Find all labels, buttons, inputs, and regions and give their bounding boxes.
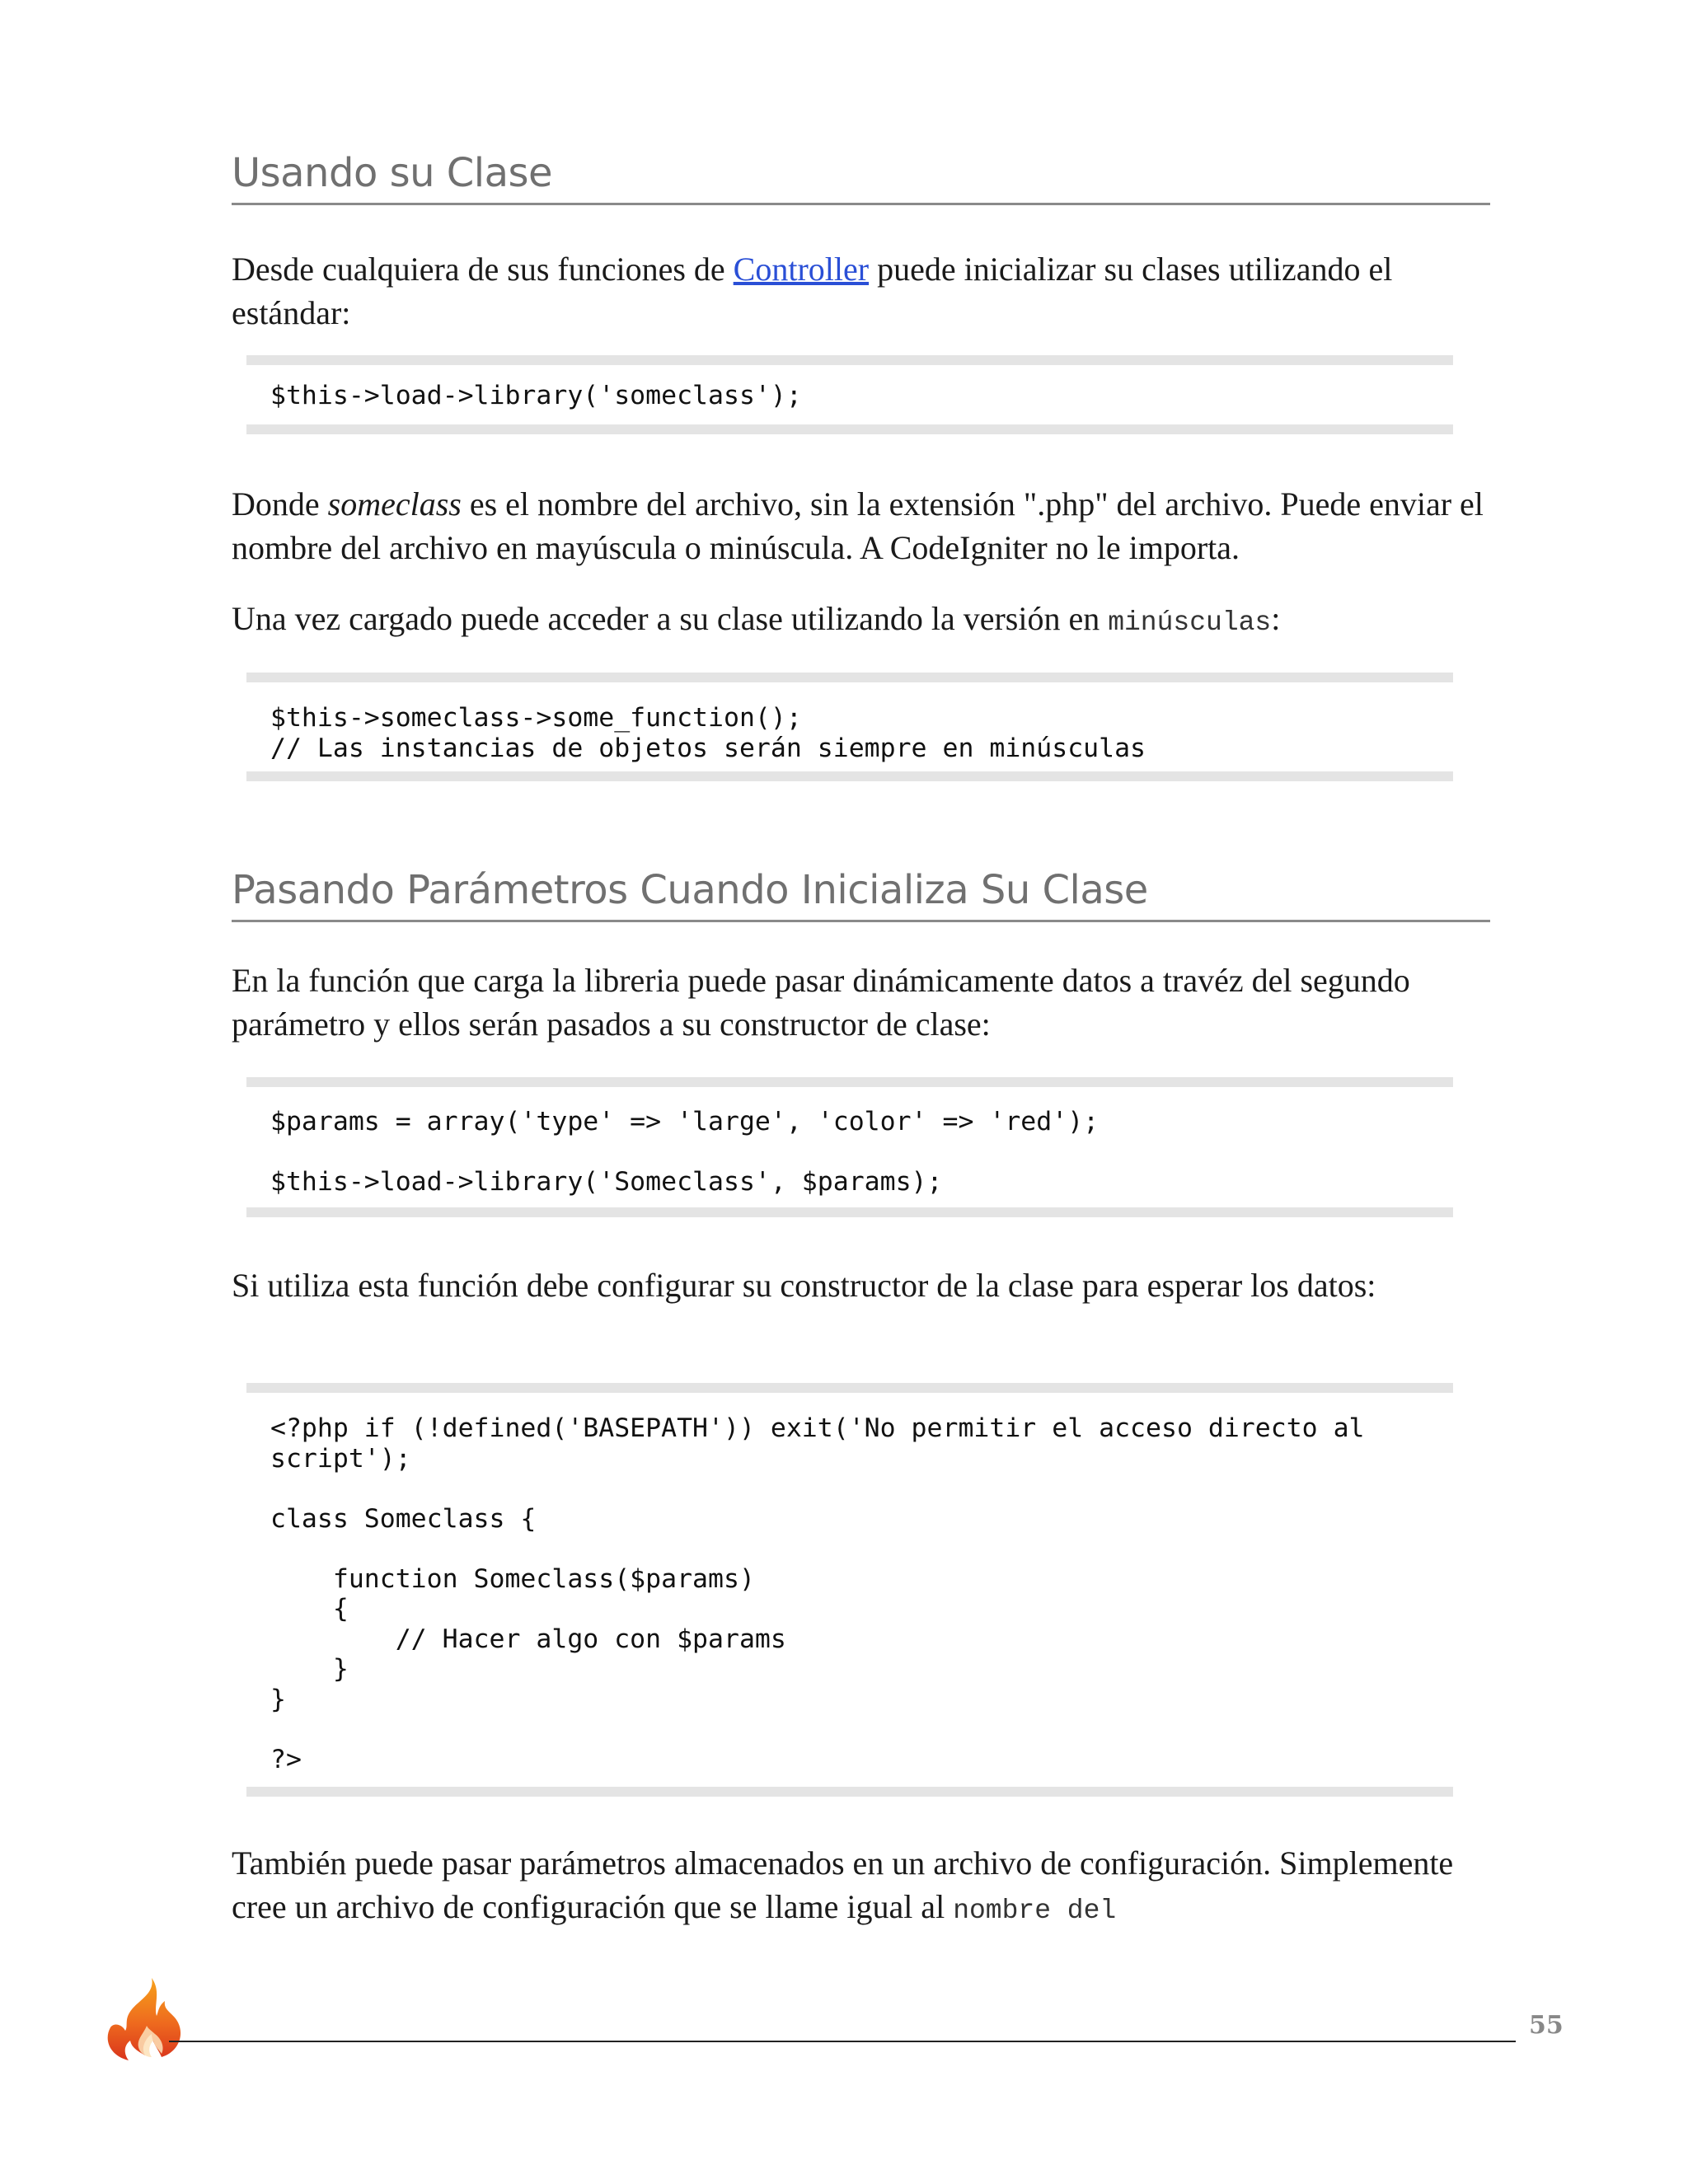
- filename-paragraph: [232, 482, 1490, 569]
- para-text: Donde: [232, 485, 328, 523]
- para-text: Una vez cargado puede acceder a su clase utilizando la versión en: [232, 600, 1109, 637]
- para-text: :: [1271, 600, 1281, 637]
- inline-code: nombre del: [953, 1896, 1117, 1926]
- code-text: $this->someclass->some_function(); // Las instancias de objetos serán siempre en minúsculas: [270, 703, 1146, 763]
- para-text: También puede pasar parámetros almacenados en un archivo de configuración. Simplemente cree un archivo de configuración que se llame igual al: [232, 1844, 1454, 1925]
- intro-paragraph: [232, 247, 1490, 335]
- inline-code: minúsculas: [1108, 607, 1272, 638]
- section-heading-pasando: Pasando Parámetros Cuando Inicializa Su Clase: [232, 868, 1490, 922]
- page-number: 55: [1529, 2011, 1564, 2040]
- code-block-some-function: [246, 673, 1453, 781]
- intro-text-after: puede inicializar su clases utilizando el estándar:: [232, 251, 1393, 331]
- code-block-class: [246, 1383, 1453, 1797]
- codeigniter-flame-icon: [104, 1976, 186, 2062]
- section-heading-usando: Usando su Clase: [232, 151, 1490, 205]
- constructor-paragraph: Si utiliza esta función debe configurar su constructor de la clase para esperar los datos:: [232, 1267, 1376, 1304]
- intro-text-before: Desde cualquiera de sus funciones de: [232, 251, 734, 288]
- controller-link[interactable]: Controller: [733, 251, 870, 288]
- params-paragraph: En la función que carga la libreria puede pasar dinámicamente datos a travéz del segundo parámetro y ellos serán pasados a su constructor de clase:: [232, 962, 1410, 1043]
- footer-rule: [169, 2041, 1516, 2042]
- code-block-params: [246, 1077, 1453, 1217]
- access-paragraph: [232, 597, 1490, 644]
- code-text: $params = array('type' => 'large', 'color' => 'red'); $this->load->library('Someclass', $params);: [270, 1107, 1100, 1197]
- code-text: $this->load->library('someclass');: [270, 381, 802, 410]
- config-paragraph: [232, 1841, 1490, 1933]
- someclass-italic: someclass: [327, 485, 462, 523]
- code-text: <?php if (!defined('BASEPATH')) exit('No permitir el acceso directo al script'); class Someclass { function Someclass($params) { // Hacer algo con $params } } ?>: [270, 1413, 1365, 1774]
- code-block-load-library: [246, 355, 1453, 434]
- para-text: es el nombre del archivo, sin la extensión ".php" del archivo. Puede enviar el nombre del archivo en mayúscula o minúscula. A CodeIgniter no le importa.: [232, 485, 1484, 566]
